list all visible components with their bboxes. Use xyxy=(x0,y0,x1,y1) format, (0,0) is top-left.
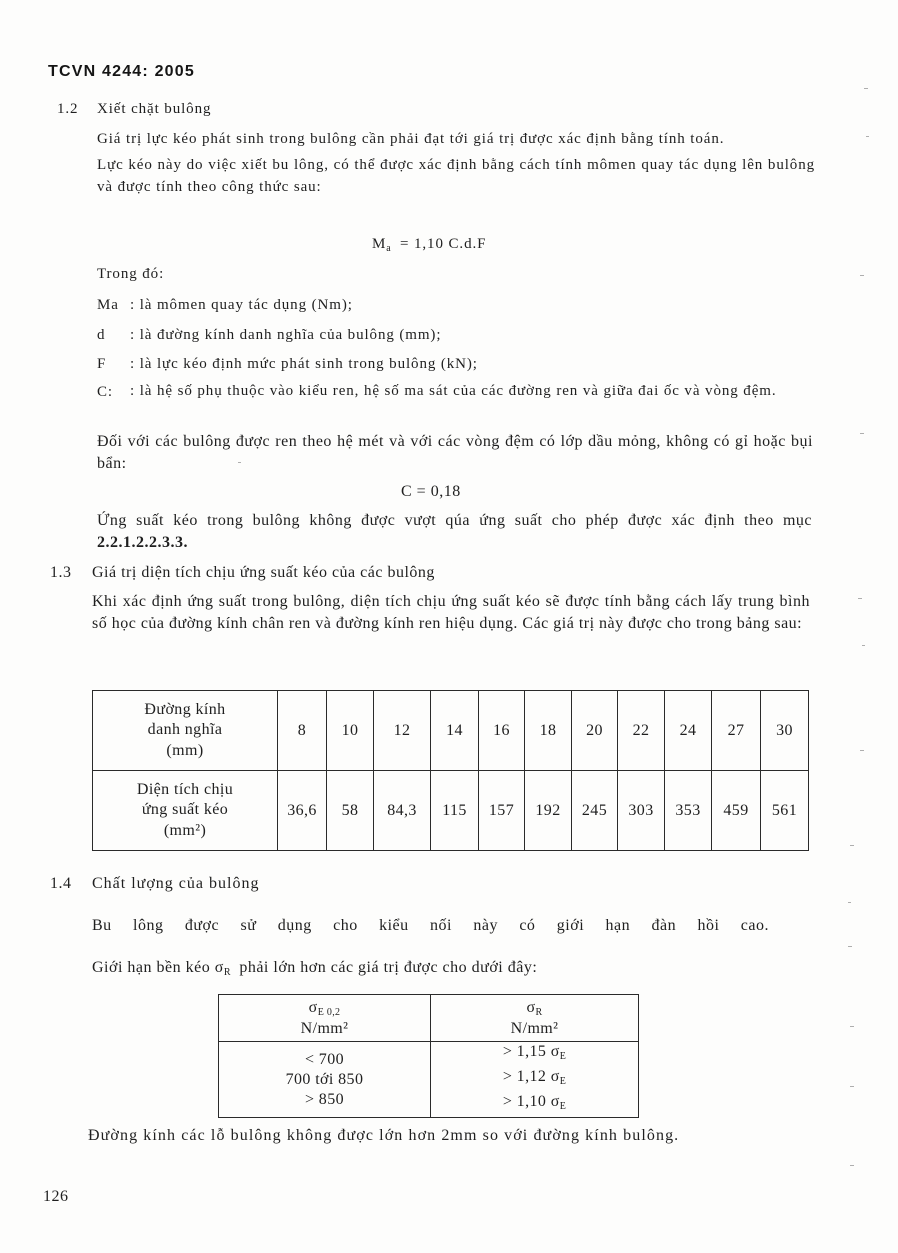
stress-area-cell: 303 xyxy=(618,771,665,851)
scan-speck xyxy=(238,462,241,463)
scan-speck xyxy=(860,275,864,276)
section-number: 1.4 xyxy=(50,875,72,892)
scan-speck xyxy=(860,433,864,434)
tensile-value xyxy=(431,1092,638,1117)
definition-text: : là mômen quay tác dụng (Nm); xyxy=(130,297,353,313)
label-line: ứng suất kéo xyxy=(141,801,229,819)
scan-speck xyxy=(858,598,862,599)
scan-speck xyxy=(860,750,864,751)
definition-text: : là đường kính danh nghĩa của bulông (mm); xyxy=(130,327,442,343)
paragraph: Đối với các bulông được ren theo hệ mét và với các vòng đệm có lớp dầu mỏng, không có gỉ hoặc bụi bẩn: xyxy=(97,433,813,472)
scan-speck xyxy=(848,902,851,903)
table-row xyxy=(93,771,809,851)
label-line: danh nghĩa xyxy=(147,721,223,739)
sigma-symbol: σ xyxy=(214,959,224,976)
diameter-cell: 22 xyxy=(618,691,665,771)
table-row xyxy=(93,691,809,771)
stress-area-cell: 84,3 xyxy=(374,771,431,851)
definition-symbol: F xyxy=(97,356,107,372)
tensile-value xyxy=(431,1042,638,1067)
header-cell-yield xyxy=(219,995,431,1042)
stress-area-cell: 459 xyxy=(712,771,761,851)
yield-values-cell xyxy=(219,1042,431,1118)
scan-speck xyxy=(850,845,854,846)
paragraph: Ứng suất kéo trong bulông không được vượt qúa ứng suất cho phép được xác định theo mục xyxy=(97,512,812,529)
formula-lhs-subscript: a xyxy=(386,243,391,254)
definition-text: : là hệ số phụ thuộc vào kiểu ren, hệ số ma sát của các đường ren và giữa đai ốc và vòng đệm. xyxy=(130,383,777,399)
table-body-row xyxy=(219,1042,639,1118)
paragraph-text: phải lớn hơn các giá trị được cho dưới đây: xyxy=(234,959,538,976)
stress-area-cell: 245 xyxy=(572,771,618,851)
paragraph: Lực kéo này do việc xiết bu lông, có thể được xác định bằng cách tính mômen quay tác dụng lên bulông và được tính theo công thức sau: xyxy=(97,157,815,195)
sigma-symbol: σ xyxy=(550,1093,560,1110)
scan-speck xyxy=(850,1026,854,1027)
sigma-subscript: E xyxy=(559,1101,567,1112)
scan-speck xyxy=(866,136,869,137)
paragraph: Khi xác định ứng suất trong bulông, diện tích chịu ứng suất kéo sẽ được tính bằng cách lấy trung bình số học của đường kính chân ren và đường kính ren hiệu dụng. Các giá trị này được cho trong bảng sau: xyxy=(92,593,810,632)
diameter-cell: 18 xyxy=(525,691,572,771)
header-symbol xyxy=(431,1000,638,1021)
section-reference: 2.2.1.2.2.3.3. xyxy=(97,534,188,551)
stress-area-cell: 115 xyxy=(431,771,479,851)
formula-lhs: M xyxy=(372,236,387,252)
c-value: C = 0,18 xyxy=(401,483,461,500)
section-number: 1.2 xyxy=(57,101,79,117)
sigma-symbol: σ xyxy=(550,1043,560,1060)
tensile-strength-table xyxy=(218,994,639,1118)
label-line: Diện tích chịu xyxy=(136,780,234,798)
scan-speck xyxy=(848,946,852,947)
section-title: Giá trị diện tích chịu ứng suất kéo của các bulông xyxy=(92,564,435,581)
definition-text: : là lực kéo định mức phát sinh trong bulông (kN); xyxy=(130,356,478,372)
stress-area-cell: 157 xyxy=(479,771,525,851)
diameter-cell: 20 xyxy=(572,691,618,771)
sigma-subscript: E xyxy=(559,1076,567,1087)
paragraph xyxy=(92,957,537,984)
scan-speck xyxy=(864,88,868,89)
diameter-cell: 16 xyxy=(479,691,525,771)
diameter-cell: 24 xyxy=(665,691,712,771)
yield-value: > 850 xyxy=(304,1090,345,1108)
definition-symbol: Ma xyxy=(97,297,119,313)
diameter-cell: 30 xyxy=(761,691,809,771)
scan-speck xyxy=(850,1086,854,1087)
paragraph: Bu lông được sử dụng cho kiểu nối này có giới hạn đàn hồi cao. xyxy=(92,917,769,934)
table-header-row xyxy=(219,995,639,1042)
sigma-subscript: R xyxy=(223,967,231,978)
value-prefix: > 1,12 xyxy=(502,1068,551,1085)
section-title: Xiết chặt bulông xyxy=(97,101,212,117)
label-line: Đường kính xyxy=(144,700,226,718)
tensile-values-cell xyxy=(431,1042,639,1118)
paragraph: Đường kính các lỗ bulông không được lớn hơn 2mm so với đường kính bulông. xyxy=(88,1127,680,1144)
header-unit: N/mm² xyxy=(510,1019,559,1037)
value-prefix: > 1,10 xyxy=(502,1093,551,1110)
row-label-stress-area xyxy=(93,771,278,851)
yield-value: 700 tới 850 xyxy=(285,1070,364,1088)
stress-area-cell: 192 xyxy=(525,771,572,851)
scan-speck xyxy=(850,1165,854,1166)
scan-speck xyxy=(862,645,865,646)
label-line: (mm²) xyxy=(163,821,207,839)
stress-area-cell: 36,6 xyxy=(278,771,327,851)
sigma-subscript: R xyxy=(535,1006,543,1018)
section-title: Chất lượng của bulông xyxy=(92,875,260,892)
diameter-cell: 27 xyxy=(712,691,761,771)
sigma-symbol: σ xyxy=(550,1068,560,1085)
diameter-cell: 8 xyxy=(278,691,327,771)
definition-symbol: d xyxy=(97,327,106,343)
formula-rhs: = 1,10 C.d.F xyxy=(400,236,487,252)
stress-area-table xyxy=(92,690,809,851)
sigma-symbol: σ xyxy=(308,998,318,1016)
diameter-cell: 12 xyxy=(374,691,431,771)
diameter-cell: 14 xyxy=(431,691,479,771)
formula xyxy=(372,233,486,260)
diameter-cell: 10 xyxy=(327,691,374,771)
header-symbol xyxy=(219,1000,430,1021)
paragraph: Giá trị lực kéo phát sinh trong bulông cần phải đạt tới giá trị được xác định bằng tính toán. xyxy=(97,131,725,147)
where-label: Trong đó: xyxy=(97,266,165,282)
sigma-subscript: E 0,2 xyxy=(317,1006,341,1018)
section-number: 1.3 xyxy=(50,564,72,581)
definition-symbol: C: xyxy=(97,384,113,400)
label-line: (mm) xyxy=(166,741,204,759)
tensile-value xyxy=(431,1067,638,1092)
sigma-symbol: σ xyxy=(526,998,536,1016)
standard-code: TCVN 4244: 2005 xyxy=(48,63,195,80)
yield-value: < 700 xyxy=(304,1050,345,1068)
stress-area-cell: 58 xyxy=(327,771,374,851)
header-unit: N/mm² xyxy=(300,1019,349,1037)
stress-area-cell: 561 xyxy=(761,771,809,851)
sigma-subscript: E xyxy=(559,1051,567,1062)
header-cell-tensile xyxy=(431,995,639,1042)
paragraph-text: Giới hạn bền kéo xyxy=(92,959,215,976)
stress-area-cell: 353 xyxy=(665,771,712,851)
value-prefix: > 1,15 xyxy=(502,1043,551,1060)
page-number: 126 xyxy=(43,1188,69,1205)
row-label-nominal-diameter xyxy=(93,691,278,771)
